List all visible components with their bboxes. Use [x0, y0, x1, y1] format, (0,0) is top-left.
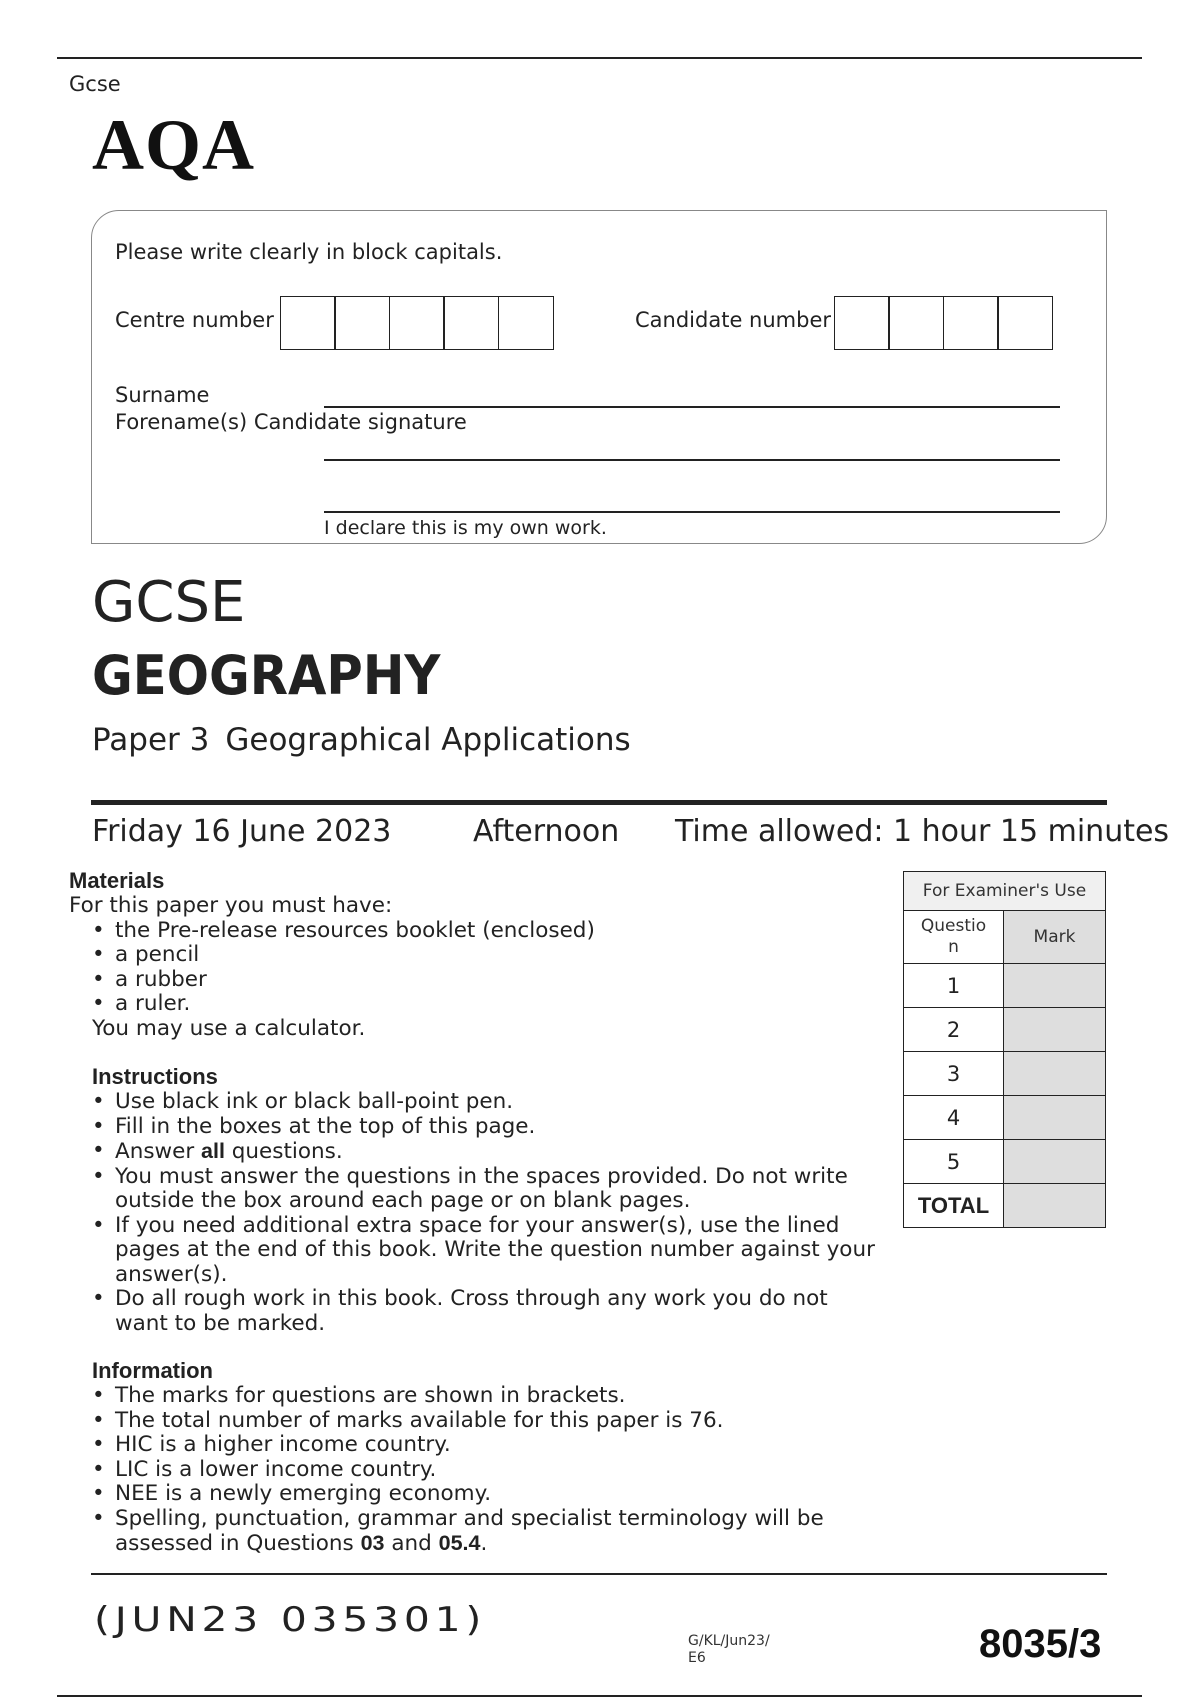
- information-list: [92, 1384, 882, 1557]
- question-number: 3: [904, 1052, 1004, 1096]
- paper-name: Geographical Applications: [225, 722, 631, 758]
- ref-line-2: E6: [688, 1650, 706, 1666]
- time-allowed: Time allowed: 1 hour 15 minutes: [675, 814, 1170, 849]
- centre-number-box[interactable]: [498, 296, 554, 350]
- materials-intro: For this paper you must have:: [69, 893, 393, 918]
- question-number: 2: [904, 1008, 1004, 1052]
- forenames-line[interactable]: [324, 459, 1060, 461]
- signature-line[interactable]: [324, 511, 1060, 513]
- specification-code: 8035/3: [979, 1622, 1102, 1666]
- qualification-title: GCSE: [92, 570, 246, 635]
- candidate-number-box[interactable]: [997, 296, 1053, 350]
- list-item: • HIC is a higher income country.: [92, 1433, 882, 1458]
- top-rule: [57, 57, 1142, 59]
- title-rule: [91, 800, 1107, 805]
- question-number: 4: [904, 1096, 1004, 1140]
- text: Spelling, punctuation, grammar and specialist terminology will be assessed in Questions: [115, 1505, 824, 1556]
- materials-section: [69, 868, 869, 1041]
- centre-number-label: Centre number: [115, 308, 274, 332]
- materials-heading: Materials: [69, 868, 165, 893]
- candidate-number-box[interactable]: [888, 296, 944, 350]
- text: questions.: [224, 1139, 343, 1164]
- aqa-logo: AQA: [92, 105, 255, 185]
- paper-number: Paper 3: [92, 722, 210, 758]
- ref-line-1: G/KL/Jun23/: [688, 1633, 770, 1649]
- table-row: [904, 1052, 1106, 1096]
- question-number: 5: [904, 1140, 1004, 1184]
- list-item: [92, 1139, 882, 1165]
- centre-number-box[interactable]: [389, 296, 445, 350]
- exam-date: Friday 16 June 2023: [92, 814, 392, 849]
- mark-cell[interactable]: [1004, 1052, 1106, 1096]
- paper-code: (JUN23 035301): [94, 1600, 487, 1640]
- centre-number-box[interactable]: [443, 296, 499, 350]
- materials-list: [92, 919, 869, 1017]
- mark-column-header: Mark: [1004, 911, 1106, 964]
- candidate-number-box[interactable]: [943, 296, 999, 350]
- table-row: [904, 1184, 1106, 1228]
- candidate-number-boxes: [835, 296, 1053, 350]
- centre-number-boxes: [281, 296, 554, 350]
- surname-line[interactable]: [324, 406, 1060, 408]
- table-row: [904, 1008, 1106, 1052]
- bold-text: 03: [360, 1531, 385, 1555]
- centre-number-box[interactable]: [334, 296, 390, 350]
- instructions-heading: Instructions: [92, 1064, 218, 1089]
- list-item: • Use black ink or black ball-point pen.: [92, 1090, 882, 1115]
- list-item: • LIC is a lower income country.: [92, 1458, 882, 1483]
- forenames-label: Forename(s) Candidate signature: [115, 410, 467, 434]
- table-row: [904, 964, 1106, 1008]
- bottom-rule: [57, 1695, 1142, 1697]
- footer-rule: [91, 1573, 1107, 1575]
- list-item: • Do all rough work in this book. Cross through any work you do not want to be marked.: [92, 1287, 882, 1336]
- mark-cell[interactable]: [1004, 1096, 1106, 1140]
- mark-cell[interactable]: [1004, 1008, 1106, 1052]
- centre-number-box[interactable]: [280, 296, 336, 350]
- calculator-note: You may use a calculator.: [92, 1015, 366, 1041]
- surname-label: Surname: [115, 383, 210, 407]
- instructions-list: [92, 1090, 882, 1336]
- bold-text: 05.4: [438, 1531, 481, 1555]
- list-item: • The marks for questions are shown in brackets.: [92, 1384, 882, 1409]
- total-label: TOTAL: [904, 1184, 1004, 1228]
- information-section: [92, 1358, 882, 1557]
- exam-session: Afternoon: [473, 814, 620, 849]
- list-item: • a ruler.: [92, 992, 869, 1017]
- list-item: • a pencil: [92, 943, 869, 968]
- list-item: • the Pre-release resources booklet (enclosed): [92, 919, 869, 944]
- candidate-number-label: Candidate number: [635, 308, 831, 332]
- declaration-text: I declare this is my own work.: [324, 517, 607, 539]
- examiners-use-heading: For Examiner's Use: [904, 872, 1106, 911]
- list-item: [92, 1507, 882, 1557]
- bold-text: all: [201, 1139, 225, 1163]
- subject-title: GEOGRAPHY: [92, 644, 441, 707]
- text: and: [384, 1531, 439, 1556]
- mark-cell[interactable]: [1004, 1140, 1106, 1184]
- text: .: [480, 1531, 488, 1556]
- list-item: • If you need additional extra space for your answer(s), use the lined pages at the end of this book. Write the question number against your answer(s).: [92, 1214, 882, 1288]
- text: Answer: [115, 1139, 202, 1164]
- candidate-number-box[interactable]: [834, 296, 890, 350]
- table-row: [904, 1096, 1106, 1140]
- list-item: • Fill in the boxes at the top of this page.: [92, 1115, 882, 1140]
- top-label: Gcse: [69, 72, 121, 96]
- mark-cell[interactable]: [1004, 964, 1106, 1008]
- question-number: 1: [904, 964, 1004, 1008]
- list-item: • The total number of marks available for this paper is 76.: [92, 1409, 882, 1434]
- instructions-section: [92, 1064, 882, 1336]
- total-mark-cell[interactable]: [1004, 1184, 1106, 1228]
- reference-code: [688, 1633, 770, 1667]
- block-capitals-instruction: Please write clearly in block capitals.: [115, 240, 503, 264]
- list-item: • a rubber: [92, 968, 869, 993]
- list-item: • You must answer the questions in the spaces provided. Do not write outside the box around each page or on blank pages.: [92, 1165, 882, 1214]
- information-heading: Information: [92, 1358, 213, 1383]
- list-item: • NEE is a newly emerging economy.: [92, 1482, 882, 1507]
- examiners-use-table: [903, 871, 1106, 1228]
- table-row: [904, 1140, 1106, 1184]
- question-column-header: Questio n: [904, 911, 1004, 964]
- paper-title: [92, 722, 631, 758]
